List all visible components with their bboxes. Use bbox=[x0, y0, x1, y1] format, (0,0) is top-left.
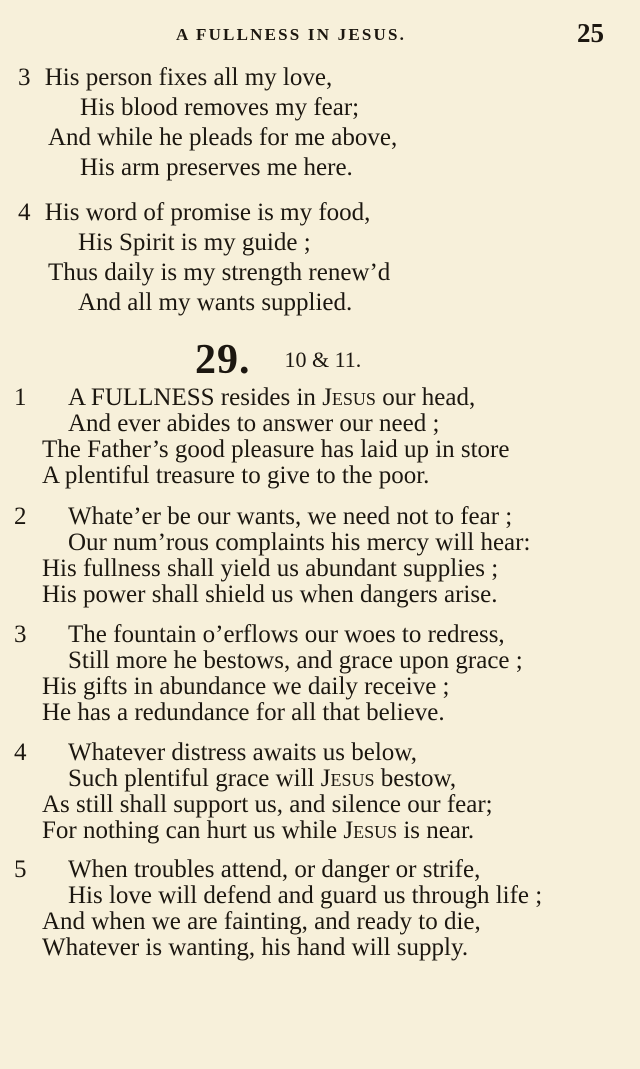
line-text: A plentiful treasure to give to the poor. bbox=[42, 462, 430, 489]
small-caps-name: Jesus bbox=[343, 817, 398, 844]
stanza-line bbox=[42, 461, 429, 491]
line-text: His person fixes all my love, bbox=[44, 64, 333, 91]
stanza-line: And all my wants supplied. bbox=[78, 289, 353, 316]
stanza-line bbox=[42, 698, 445, 728]
line-text: bestow, bbox=[374, 765, 457, 792]
stanza-number: 4 bbox=[18, 199, 31, 226]
stanza-line: His Spirit is my guide ; bbox=[78, 229, 311, 256]
line-text: When troubles attend, or danger or strife, bbox=[68, 856, 481, 883]
line-text: The fountain o’erflows our woes to redress, bbox=[68, 621, 505, 648]
line-text: The Father’s good pleasure has laid up in store bbox=[42, 436, 510, 463]
stanza-line bbox=[42, 933, 468, 963]
small-caps-name: Jesus bbox=[322, 384, 376, 411]
stanza-line bbox=[18, 198, 370, 228]
hymn-meter: 10 & 11. bbox=[284, 347, 362, 372]
line-text: His word of promise is my food, bbox=[44, 199, 371, 226]
line-text: is near. bbox=[397, 817, 475, 844]
stanza-line: His arm preserves me here. bbox=[80, 154, 353, 181]
line-text: Whate’er be our wants, we need not to fear ; bbox=[68, 503, 513, 530]
running-head: A FULLNESS IN JESUS. bbox=[176, 25, 407, 44]
stanza-number: 4 bbox=[14, 739, 27, 766]
line-text: our head, bbox=[375, 384, 476, 411]
line-text: His power shall shield us when dangers arise. bbox=[42, 581, 498, 608]
line-text: Our num’rous complaints his mercy will hear: bbox=[68, 529, 531, 556]
stanza-line: His blood removes my fear; bbox=[80, 94, 360, 121]
line-text: Whatever distress awaits us below, bbox=[68, 739, 417, 766]
line-text: As still shall support us, and silence our fear; bbox=[42, 791, 493, 818]
stanza-number: 3 bbox=[14, 621, 27, 648]
line-text: And when we are fainting, and ready to die, bbox=[42, 908, 481, 935]
stanza-number: 2 bbox=[14, 503, 27, 530]
line-text: A FULLNESS resides in bbox=[68, 384, 323, 411]
stanza-line: And while he pleads for me above, bbox=[48, 124, 398, 151]
line-text: Such plentiful grace will bbox=[68, 765, 321, 792]
stanza-line bbox=[42, 580, 497, 610]
line-text: For nothing can hurt us while bbox=[42, 817, 344, 844]
small-caps-name: Jesus bbox=[320, 765, 375, 792]
page-number: 25 bbox=[577, 18, 604, 48]
stanza-number: 1 bbox=[14, 384, 27, 411]
line-text: His fullness shall yield us abundant supplies ; bbox=[42, 555, 499, 582]
line-text: Whatever is wanting, his hand will supply. bbox=[42, 934, 469, 961]
line-text: Still more he bestows, and grace upon grace ; bbox=[68, 647, 523, 674]
stanza-line bbox=[18, 63, 332, 93]
line-text: And ever abides to answer our need ; bbox=[68, 410, 440, 437]
hymn-heading bbox=[195, 336, 361, 384]
line-text: His love will defend and guard us through life ; bbox=[68, 882, 543, 909]
stanza-line: Thus daily is my strength renew’d bbox=[48, 259, 391, 286]
stanza-number: 3 bbox=[18, 64, 31, 91]
hymn-number: 29. bbox=[195, 337, 251, 383]
line-text: His gifts in abundance we daily receive ; bbox=[42, 673, 450, 700]
line-text: He has a redundance for all that believe. bbox=[42, 699, 445, 726]
stanza-line bbox=[42, 816, 474, 846]
stanza-number: 5 bbox=[14, 856, 27, 883]
